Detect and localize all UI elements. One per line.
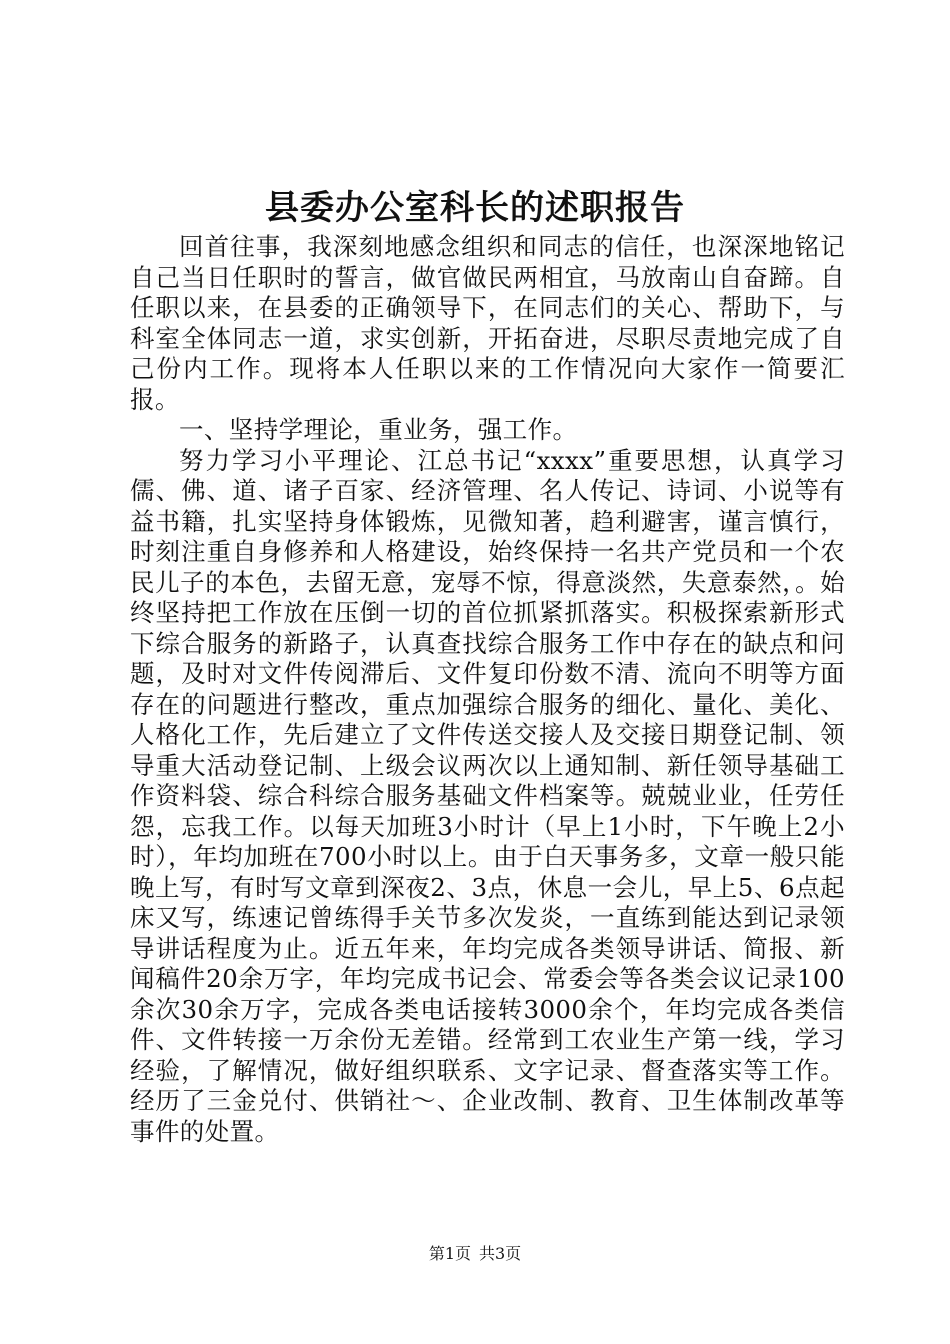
paragraph-intro: 回首往事，我深刻地感念组织和同志的信任，也深深地铭记自己当日任职时的誓言，做官做民两相宜，马放南山自奋蹄。自任职以来，在县委的正确领导下，在同志们的关心、帮助下，与科室全体同志一道，求实创新，开拓奋进，尽职尽责地完成了自己份内工作。现将本人任职以来的工作情况向大家作一简要汇报。 bbox=[130, 232, 845, 414]
paragraph-section-1: 努力学习小平理论、江总书记“xxxx”重要思想，认真学习儒、佛、道、诸子百家、经济管理、名人传记、诗词、小说等有益书籍，扎实坚持身体锻炼，见微知著，趋利避害，谨言慎行，时刻注重自身修养和人格建设，始终保持一名共产党员和一个农民儿子的本色，去留无意，宠辱不惊，得意淡然，失意泰然，。始终坚持把工作放在压倒一切的首位抓紧抓落实。积极探索新形式下综合服务的新路子，认真查找综合服务工作中存在的缺点和问题，及时对文件传阅滞后、文件复印份数不清、流向不明等方面存在的问题进行整改，重点加强综合服务的细化、量化、美化、人格化工作，先后建立了文件传送交接人及交接日期登记制、领导重大活动登记制、上级会议两次以上通知制、新任领导基础工作资料袋、综合科综合服务基础文件档案等。兢兢业业，任劳任怨，忘我工作。以每天加班3小时计（早上1小时，下午晚上2小时），年均加班在700小时以上。由于白天事务多，文章一般只能晚上写，有时写文章到深夜2、3点，休息一会儿，早上5、6点起床又写，练速记曾练得手关节多次发炎，一直练到能达到记录领导讲话程度为止。近五年来，年均完成各类领导讲话、简报、新闻稿件20余万字，年均完成书记会、常委会等各类会议记录100余次30余万字，完成各类电话接转3000余个，年均完成各类信件、文件转接一万余份无差错。经常到工农业生产第一线，学习经验，了解情况，做好组织联系、文字记录、督查落实等工作。经历了三金兑付、供销社～、企业改制、教育、卫生体制改革等事件的处置。 bbox=[130, 445, 845, 1146]
document-body bbox=[130, 232, 845, 1147]
section-heading-1: 一、坚持学理论，重业务，强工作。 bbox=[179, 415, 578, 444]
document-title: 县委办公室科长的述职报告 bbox=[265, 188, 685, 228]
page-total: 共3页 bbox=[479, 1244, 522, 1263]
page-footer bbox=[0, 1243, 950, 1265]
page-number: 第1页 bbox=[428, 1244, 471, 1263]
